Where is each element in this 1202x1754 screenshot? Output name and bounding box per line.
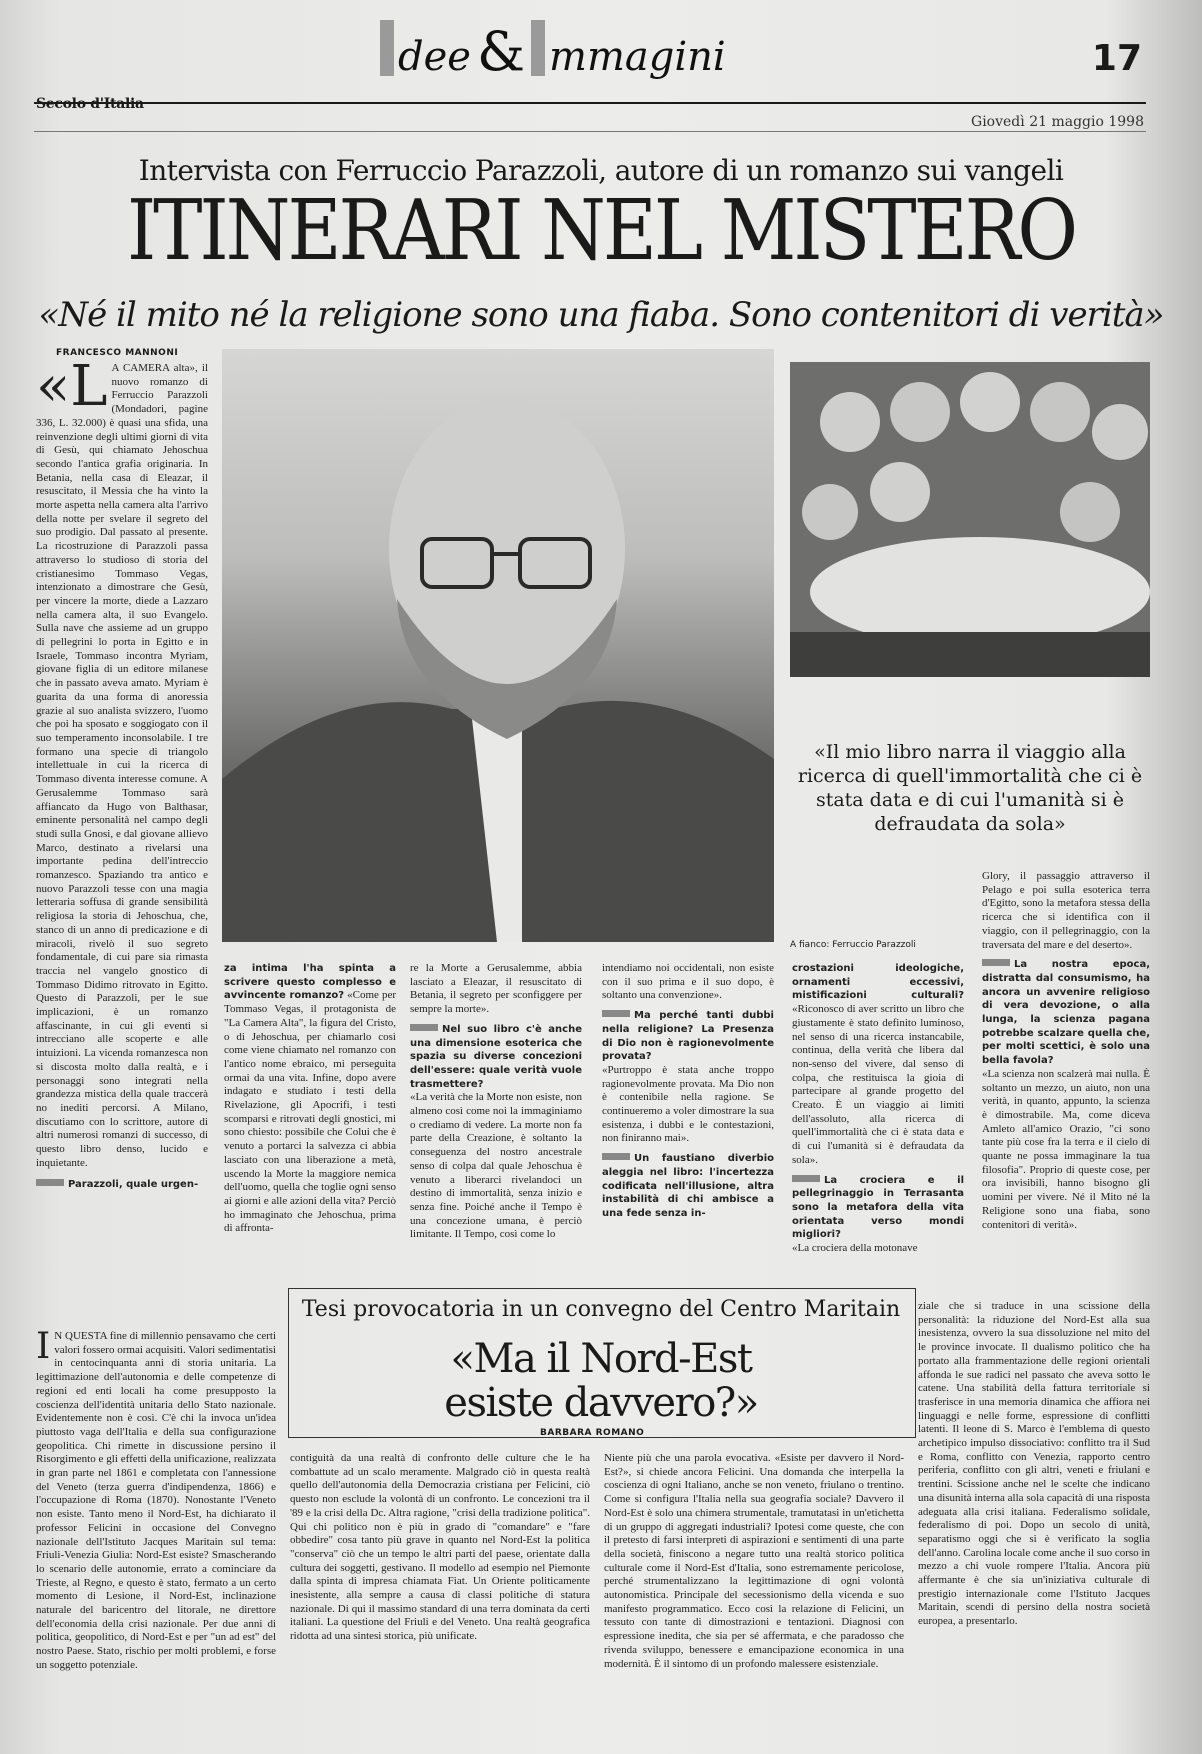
portrait-illustration — [222, 349, 774, 942]
second-col4-text: ziale che si traduce in una scissione della personalità: la riduzione del Nord-Est alla sua inesistenza, ovvero la sua dissoluzione nel mito del le province invocate. Il dualismo politico che ha portato alla frammentazione delle regioni orientali affonda le sue radici nel passato che aveva sotto le catene. Una stabilità della fattura territoriale si trasferisce in una memoria dinamica che affiora nei linguaggi e nelle forme, espressione di conflitti latenti. Il leone di S. Marco è l'emblema di questo archetipico impulso dissociativo: conflitto tra il Sud e Roma, conflitto con Venezia, rapporto centro periferia, conflitto con gli altri, veneti e friulani e trentini. Scissione anche nel le scelte che indicano una disunità interna alla sola capacità di una risposta adeguata alla crisi italiana. Federalismo solidale, federalismo di poi. Dopo un secolo di unità, separatismo oggi che si è verificato la soglia dell'anno. Carolina locale come anche il suo corso in mezzo a chi vuole rompere l'Italia. Ancora più affermante è che sia un'iniziativa culturale di prestigio internazionale come l'Istituto Jacques Maritain, scendi di persino della nostra società europea, a presentarlo. — [918, 1300, 1150, 1628]
article-column-4 — [602, 962, 774, 1262]
question-marker — [602, 1010, 630, 1017]
question-1-continued: za intima l'ha spinta a scrivere questo complesso e avvincente romanzo? — [224, 963, 396, 1002]
question-1-text: Parazzoli, quale urgen- — [68, 1179, 199, 1191]
second-column-4 — [918, 1300, 1150, 1730]
section-title-part1: dee — [398, 34, 471, 80]
page-number: 17 — [1091, 38, 1142, 79]
question-6-text: La nostra epoca, distratta dal consumismo, ha ancora un avvenire religioso di vera devozione, o alla lunga, la scienza pagana potrebbe scalzare quella che, per molti scettici, è solo una bella favola? — [982, 959, 1150, 1067]
question-1 — [36, 1178, 208, 1192]
question-marker — [982, 959, 1010, 966]
portrait-photo — [222, 349, 774, 942]
second-article-byline: BARBARA ROMANO — [540, 1428, 645, 1438]
question-marker — [602, 1153, 630, 1160]
answer-1: «Come per Tommaso Vegas, il protagonista de "La Camera Alta", la figura del Cristo, o di Jehoschua, per chiamarlo così come viene chiamato nel romanzo con l'antico nome ebraico, mi perseguita ormai da una vita. Infine, dopo avere indagato e studiato i testi della Rivelazione, gli Apocrifi, i testi scomparsi e ritrovati degli gnostici, mi sono chiesto: possibile che Colui che è venuto a portarci la salvezza ci abbia lasciato con una liberazione a metà, uscendo la Morte la maggiore nemica dell'uomo, quella che toglie ogni senso ai giorni e alle azioni della vita? Perciò ho immaginato che Jehoschua, prima di affronta- — [224, 989, 396, 1235]
painting-illustration — [790, 362, 1150, 677]
answer-2: «La verità che la Morte non esiste, non almeno così come noi la immaginiamo o crediamo di vedere. La morte non fa parte della Creazione, è soltanto la conseguenza del nostro ancestrale senso di colpa dal quale Jehoschua è venuto a liberarci rivelandoci un destino di immortalità, senza inizio e senza fine. Poiché anche il Tempo è una concezione umana, è perciò limitante. Il Tempo, così come lo — [410, 1091, 582, 1241]
question-marker — [410, 1024, 438, 1031]
section-initial-bar — [380, 20, 394, 76]
second-column-1 — [36, 1330, 276, 1730]
answer-4: «Riconosco di aver scritto un libro che giustamente è stato definito luminoso, nel senso di una ricerca instancabile, continua, della verità che libera dal non-senso del vivere, dal senso di colpa, che restituisca la gioia di partecipare al grande progetto del Creato. È un viaggio ai limiti dell'assoluto, alla ricerca di quell'immortalità che ci è stata data e di cui l'umanità si è defraudata da sola». — [792, 1003, 964, 1166]
article-dropcap: «L — [36, 362, 108, 419]
article-column-6 — [982, 870, 1150, 1262]
masthead-rule — [34, 102, 1146, 104]
question-marker — [36, 1179, 64, 1186]
question-4-text: Un faustiano diverbio aleggia nel libro: l'incertezza codificata nell'illusione, altra instabilità di chi ambisce a una fede senza in- — [602, 1153, 774, 1219]
article-column-3 — [410, 962, 582, 1262]
question-3 — [602, 1009, 774, 1064]
article-column-5 — [792, 962, 964, 1262]
article-column-2 — [224, 962, 396, 1262]
article-column-1 — [36, 362, 208, 1262]
question-5-text: La crociera e il pellegrinaggio in Terrasanta sono la metafora della vita orientata verso mondi migliori? — [792, 1174, 964, 1241]
question-4 — [602, 1152, 774, 1221]
answer-2-end: intendiamo noi occidentali, non esiste con il suo prima e il suo dopo, è soltanto una convenzione». — [602, 962, 774, 1002]
answer-5: «La crociera della motonave — [792, 1242, 918, 1255]
answer-1-end: re la Morte a Gerusalemme, abbia lasciato a Eleazar, il resuscitato di Betania, il segreto per sconfiggere per sempre la morte». — [410, 962, 582, 1016]
second-article-headline: «Ma il Nord-Est esiste davvero?» — [444, 1336, 758, 1426]
second-col3-text: Niente più che una parola evocativa. «Esiste per davvero il Nord-Est?», si chiede ancora Felicini. Una domanda che interpella la coscienza di ogni Italiano, anche se non veneto, friulano o trentino. Come si configura l'Italia nella sua geografia sociale? Davvero il Nord-Est è solo una chimera strumentale, tramutatasi in un'etichetta di un gruppo di aggregati industriali? Ipotesi come queste, che con il pretesto di farsi interpreti di aspirazioni e sentimenti di una parte della società, finiscono a negare tutto una realtà storico politica culturale come il Nord-Est d'Italia, sono estremamente pericolose, perché strumentalizzano la legittimazione di ogni volontà autonomistica. Principale del secessionismo della vicenda e suo manifesto programmatico. Ecco così la relazione di Felicini, un tessuto con tante di dimostrazioni e tentazioni. Diagnosi con espressione inedita, che sia per sé affermata, e che paradosso che rivenda sviluppo, benessere e emancipazione economica in una modernità. È il sintomo di un profondo malessere esistenziale. — [604, 1452, 904, 1670]
question-2 — [410, 1023, 582, 1092]
answer-3: «Purtroppo è stata anche troppo ragionevolmente provata. Ma Dio non è contenibile nella ragione. Se continueremo a voler dimostrare la sua esistenza, i dubbi e le contestazioni, non finiranno mai». — [602, 1063, 774, 1145]
question-5 — [792, 1174, 964, 1243]
section-ampersand: & — [476, 20, 526, 83]
answer-6: «La scienza non scalzerà mai nulla. È soltanto un mezzo, un aiuto, non una verità, in quanto, appunto, la scienza è dimostrabile. Ma, come diceva Amleto all'amico Orazio, "ci sono tante più cose fra la terra e il cielo di quante ne possa immaginare la tua filosofia". Proprio di queste cose, per ora invisibili, hanno bisogno gli uomini per vivere. Né il Mito né la Religione sono una fiaba, sono contenitori di verità». — [982, 1067, 1150, 1231]
second-dropcap: I — [36, 1330, 51, 1367]
question-marker — [792, 1175, 820, 1182]
section-initial-bar-2 — [531, 20, 545, 76]
paper-logo: Secolo d'Italia — [36, 96, 144, 112]
date-rule — [34, 131, 1146, 132]
last-supper-painting — [790, 362, 1150, 677]
second-column-3 — [604, 1452, 904, 1730]
second-col1-text: N QUESTA fine di millennio pensavamo che certi valori fossero ormai acquisiti. Valori sedimentatisi in centocinquanta anni di storia unitaria. La legittimazione dell'autonomia e delle competenze di regioni ed enti locali ha come presupposto la coscienza dell'identità unitaria dello Stato nazionale. Evidentemente non è così. C'è chi la invoca un'idea piuttosto vaga dell'Italia e della sua configurazione geopolitica. Chi rimette in discussione persino il Risorgimento e gli effetti della unificazione, realizzata in gran parte nel 1861 e completata con l'annessione del Veneto (terza guerra d'indipendenza, 1866) e l'occupazione di Roma (1870). Nonostante l'Veneto non esiste. Tanto meno il Nord-Est, ha dichiarato il professor Felicini in occasione del Convegno nazionale dell'Istituto Jacques Maritain sul tema: Friuli-Venezia Giulia: Nord-Est esiste? Smascherando lo scenario delle autonomie, errato a cominciare da Trieste, al Regno, e questo è stato, fermato a un certo momento di Lesione, il Nord-Est, inclinazione naturale del baricentro del litorale, ne direttore dell'economia della crisi nazionale. Per due anni di politica, geopolitico, di Nord-Est e per "un ad est" del nostro Paese. Stato, rischio per molti problemi, e forse un soggetto potenziale. — [36, 1330, 276, 1671]
article-byline: FRANCESCO MANNONI — [56, 348, 179, 358]
question-3-text: Ma perché tanti dubbi nella religione? La Presenza di Dio non è ragionevolmente provata? — [602, 1010, 774, 1063]
second-article-kicker: Tesi provocatoria in un convegno del Centro Maritain — [301, 1297, 901, 1322]
second-column-2 — [290, 1452, 590, 1730]
pull-quote: «Il mio libro narra il viaggio alla ricerca di quell'immortalità che ci è stata data e di cui l'umanità si è defraudata da sola» — [797, 741, 1143, 835]
question-4-continued: crostazioni ideologiche, ornamenti eccessivi, mistificazioni culturali? — [792, 963, 964, 1002]
section-title — [380, 20, 820, 100]
article-headline: ITINERARI NEL MISTERO — [126, 182, 1076, 280]
article-col1-text: A CAMERA alta», il nuovo romanzo di Ferruccio Parazzoli (Mondadori, pagine 336, L. 32.000) è quasi una sfida, una reinvenzione degli ultimi giorni di vita di Gesù, qui chiamato Jehoschua secondo l'antica grafia originaria. In Betania, nella casa di Eleazar, il resuscitato, il Messia che ha vinto la morte aspetta nella camera alta l'arrivo della notte per svelare il segreto del suo prodigio. Dal passato al presente. La ricostruzione di Parazzoli passa attraverso lo studioso di storia del cristianesimo Tommaso Vegas, intenzionato a dimostrare che Gesù, per vincere la morte, diede a Lazzaro nella camera alta, il suo Evangelo. Sulla nave che assieme ad un gruppo di pellegrini lo porta in Egitto e in Israele, Tommaso incontra Myriam, giovane figlia di un editore milanese che in passato aveva amato. Myriam è guarita da una forma di anoressia grazie al suo analista svizzero, l'uomo che poi ha sposato e soggiogato con il suo temperamento inconsolabile. I tre formano una specie di triangolo intellettuale in cui la ricerca di Tommaso diventa interesse comune. A Gerusalemme Tommaso sarà affiancato da Hugo von Balthasar, eminente personalità nel campo degli studi sulla Gnosi, e dal giovane allievo Marco, destinato a rivelarsi una importante pedina dell'intreccio romanzesco. Spaziando tra antico e nuovo Parazzoli tesse con una magia letteraria soffusa di grande sensibilità religiosa la storia di Jehoschua, che, stanco di un anno di predicazione e di miracoli, rivelò il suo segreto fondamentale, di cui pare sia rimasta traccia nel vangelo gnostico di Tommaso Didimo ritrovato in Egitto. Questo di Parazzoli, per le sue implicazioni, è un romanzo affascinante, in cui gli eventi si intrecciano alle scoperte e alle intuizioni. La vicenda romanzesca non si discosta molto dalla realtà, e i personaggi sono integrati nella grandezza mistica della quale traccerà no inediti percorsi. A Milano, discutiamo con lo scrittore, autore di altri numerosi romanzi di successo, di questo libro denso, lucido e inquietante. — [36, 362, 208, 1169]
section-title-part2: mmagini — [549, 34, 726, 80]
photo-caption: A fianco: Ferruccio Parazzoli — [790, 940, 916, 950]
question-6 — [982, 958, 1150, 1068]
second-col2-text: contiguità da una realtà di confronto delle culture che le ha combattute ad un scalo meramente. Malgrado ciò in questa realtà quello dell'autonomia della Democrazia cristiana per Felicini, ciò questo non esclude la volontà di un confronto. Le concezioni tra il '89 e la crisi della Dc. Altra ragione, "crisi della tradizione politica". Qui chi politico non è più in grado di "comandare" e "fare obbedire" cosa tanto più grave in quanto nel Nord-Est la politica "conserva" ciò che un tempo le altri parti del paese, orientate dalla cultura dei soggetti, gestivano. Il modello ad esempio nel Piemonte dalla spinta di impresa chiamata Fiat. Un Oriente politicamente inesistente, alla sempre a causa di classi politiche di statura nazionale. Di qui il massimo standard di una terra dominata da certi italiani. La questione del Friuli e del Veneto. Una realtà geografica ridotta ad una sintesi storica, più unificate. — [290, 1452, 590, 1643]
question-2-text: Nel suo libro c'è anche una dimensione esoterica che spazia su diverse concezioni dell'essere: quale verità vuole trasmettere? — [410, 1023, 582, 1090]
answer-5-end: Glory, il passaggio attraverso il Pelago e poi sulla esoterica terra d'Egitto, sono la metafora stessa della ricerca che si identifica con il viaggio, con il pellegrinaggio, con la traversata del mare e del deserto». — [982, 870, 1150, 951]
article-kicker: Intervista con Ferruccio Parazzoli, autore di un romanzo sui vangeli — [138, 154, 1064, 187]
issue-date: Giovedì 21 maggio 1998 — [971, 114, 1144, 130]
article-subhead: «Né il mito né la religione sono una fiaba. Sono contenitori di verità» — [38, 295, 1164, 335]
